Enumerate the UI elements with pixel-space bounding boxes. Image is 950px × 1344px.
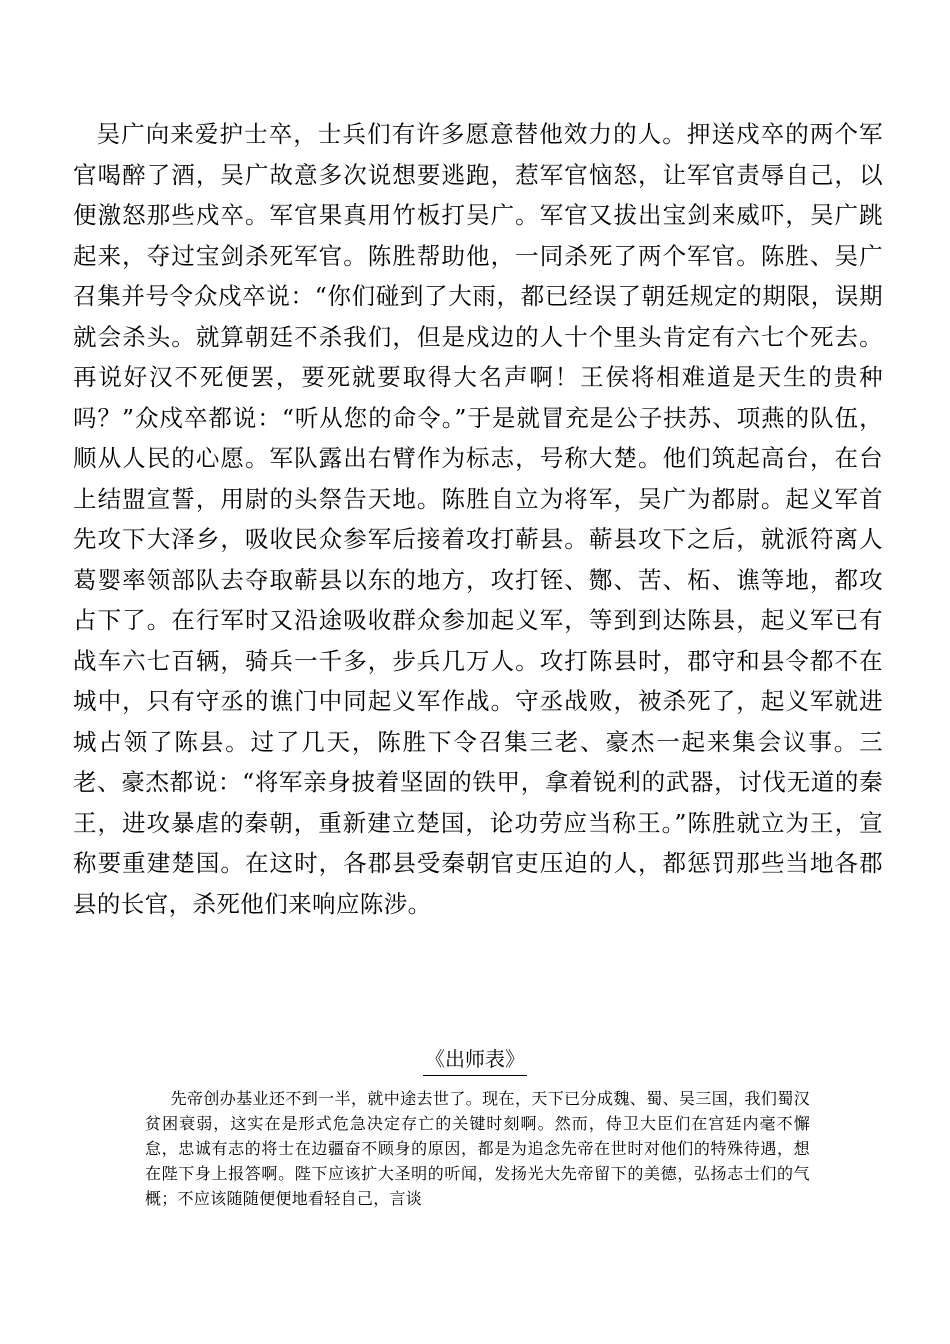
translation-paragraph: 吴广向来爱护士卒，士兵们有许多愿意替他效力的人。押送戍卒的两个军官喝醉了酒，吴广故意多次说想要逃跑，惹军官恼怒，让军官责辱自己，以便激怒那些戍卒。军官果真用竹板打吴广。军官又拔出宝剑来威吓，吴广跳起来，夺过宝剑杀死军官。陈胜帮助他，一同杀死了两个军官。陈胜、吴广召集并号令众戍卒说：“你们碰到了大雨，都已经误了朝廷规定的期限，误期就会杀头。就算朝廷不杀我们，但是戍边的人十个里头肯定有六七个死去。再说好汉不死便罢，要死就要取得大名声啊！王侯将相难道是天生的贵种吗？”众戍卒都说：“听从您的命令。”于是就冒充是公子扶苏、项燕的队伍，顺从人民的心愿。军队露出右臂作为标志，号称大楚。他们筑起高台，在台上结盟宣誓，用尉的头祭告天地。陈胜自立为将军，吴广为都尉。起义军首先攻下大泽乡，吸收民众参军后接着攻打蕲县。蕲县攻下之后，就派符离人葛婴率领部队去夺取蕲县以东的地方，攻打铚、酂、苦、柘、谯等地，都攻占下了。在行军时又沿途吸收群众参加起义军，等到到达陈县，起义军已有战车六七百辆，骑兵一千多，步兵几万人。攻打陈县时，郡守和县令都不在城中，只有守丞的谯门中同起义军作战。守丞战败，被杀死了，起义军就进城占领了陈县。过了几天，陈胜下令召集三老、豪杰一起来集会议事。三老、豪杰都说：“将军亲身披着坚固的铁甲，拿着锐利的武器，讨伐无道的秦王，进攻暴虐的秦朝，重新建立楚国，论功劳应当称王。”陈胜就立为王，宣称要重建楚国。在这时，各郡县受秦朝官吏压迫的人，都惩罚那些当地各郡县的长官，杀死他们来响应陈涉。 (73, 120, 883, 918)
section-title-text: 《出师表》 (423, 1046, 527, 1076)
section-title (0, 1046, 950, 1076)
chushibiao-paragraph: 先帝创办基业还不到一半，就中途去世了。现在，天下已分成魏、蜀、吴三国，我们蜀汉贫困衰弱，这实在是形式危急决定存亡的关键时刻啊。然而，侍卫大臣们在宫廷内毫不懈怠，忠诚有志的将士在边疆奋不顾身的原因，都是为追念先帝在世时对他们的特殊待遇，想在陛下身上报答啊。陛下应该扩大圣明的听闻，发扬光大先帝留下的美德，弘扬志士们的气概；不应该随随便便地看轻自己，言谈 (145, 1089, 810, 1208)
